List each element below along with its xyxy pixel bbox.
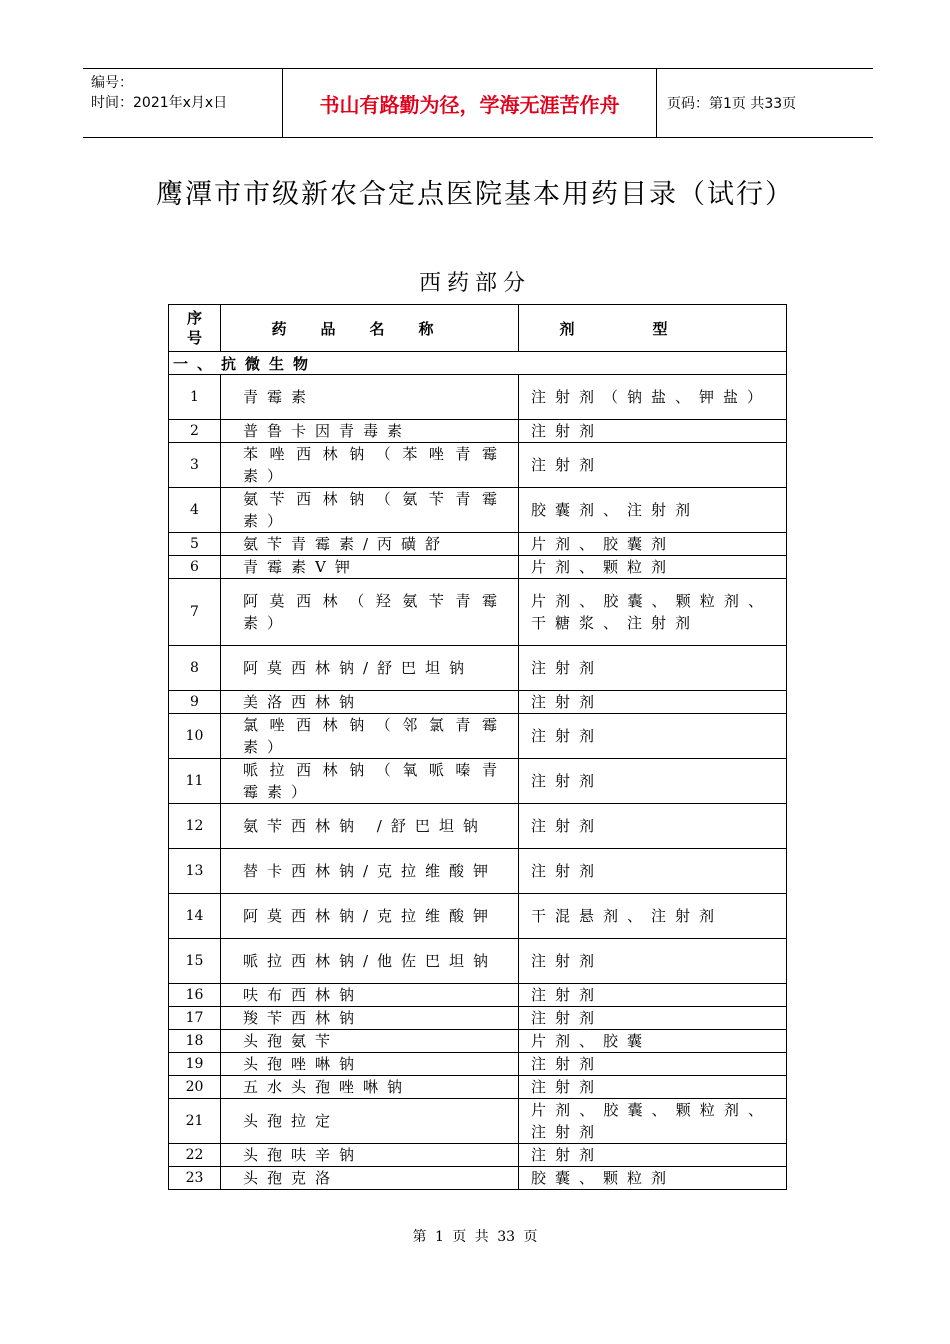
drug-table [168,304,787,1190]
row-number: 14 [169,894,221,939]
table-row [169,759,787,804]
dosage-form: 注射剂（钠盐、钾盐） [519,375,787,420]
drug-name: 普鲁卡因青毒素 [221,420,519,443]
drug-name: 头孢氨苄 [221,1030,519,1053]
drug-name: 美洛西林钠 [221,691,519,714]
drug-name: 青霉素 [221,375,519,420]
row-number: 23 [169,1167,221,1190]
table-row [169,939,787,984]
table-row [169,1099,787,1144]
row-number: 17 [169,1007,221,1030]
table-row [169,646,787,691]
row-number: 16 [169,984,221,1007]
dosage-form: 注射剂 [519,420,787,443]
drug-name: 氯唑西林钠（邻氯青霉素） [221,714,519,759]
header-meta [83,69,283,137]
drug-name: 羧苄西林钠 [221,1007,519,1030]
dosage-form: 片剂、胶囊、颗粒剂、干糖浆、注射剂 [519,579,787,646]
dosage-form: 片剂、胶囊、颗粒剂、注射剂 [519,1099,787,1144]
dosage-form: 注射剂 [519,1053,787,1076]
table-row [169,984,787,1007]
table-row [169,556,787,579]
dosage-form: 注射剂 [519,849,787,894]
row-number: 4 [169,488,221,533]
row-number: 20 [169,1076,221,1099]
table-row [169,691,787,714]
dosage-form: 注射剂 [519,714,787,759]
drug-name: 氨苄西林钠（氨苄青霉素） [221,488,519,533]
drug-name: 氨苄西林钠 /舒巴坦钠 [221,804,519,849]
row-number: 12 [169,804,221,849]
drug-name: 阿莫西林钠/克拉维酸钾 [221,894,519,939]
dosage-form: 注射剂 [519,443,787,488]
dosage-form: 注射剂 [519,1144,787,1167]
row-number: 19 [169,1053,221,1076]
drug-name: 替卡西林钠/克拉维酸钾 [221,849,519,894]
row-number: 15 [169,939,221,984]
drug-name: 哌拉西林钠（氧哌嗪青霉素） [221,759,519,804]
drug-name: 阿莫西林钠/舒巴坦钠 [221,646,519,691]
row-number: 8 [169,646,221,691]
dosage-form: 干混悬剂、注射剂 [519,894,787,939]
header-number: 序号 [169,305,221,352]
drug-name: 五水头孢唑啉钠 [221,1076,519,1099]
document-date: 时间：2021年x月x日 [91,95,228,111]
row-number: 21 [169,1099,221,1144]
drug-name: 头孢克洛 [221,1167,519,1190]
table-row [169,443,787,488]
drug-name: 哌拉西林钠/他佐巴坦钠 [221,939,519,984]
table-row [169,1007,787,1030]
drug-name: 头孢呋辛钠 [221,1144,519,1167]
row-number: 9 [169,691,221,714]
drug-name: 青霉素V钾 [221,556,519,579]
dosage-form: 胶囊剂、注射剂 [519,488,787,533]
section-subtitle: 西药部分 [418,271,531,296]
table-row [169,1053,787,1076]
table-row [169,375,787,420]
dosage-form: 片剂、胶囊剂 [519,533,787,556]
drug-name: 头孢拉定 [221,1099,519,1144]
dosage-form: 注射剂 [519,1076,787,1099]
dosage-form: 胶囊、颗粒剂 [519,1167,787,1190]
drug-name: 呋布西林钠 [221,984,519,1007]
table-row [169,849,787,894]
page-header [83,68,873,138]
table-row [169,488,787,533]
table-row [169,579,787,646]
header-motto: 书山有路勤为径，学海无涯苦作舟 [283,69,657,137]
table-row [169,1167,787,1190]
drug-name: 头孢唑啉钠 [221,1053,519,1076]
row-number: 11 [169,759,221,804]
header-drug-name: 药品名称 [221,305,519,352]
table-row [169,894,787,939]
dosage-form: 注射剂 [519,939,787,984]
table-row [169,1030,787,1053]
dosage-form: 片剂、胶囊 [519,1030,787,1053]
table-row [169,714,787,759]
table-row [169,1076,787,1099]
drug-name: 苯唑西林钠（苯唑青霉素） [221,443,519,488]
drug-name: 阿莫西林（羟氨苄青霉素） [221,579,519,646]
dosage-form: 注射剂 [519,1007,787,1030]
row-number: 10 [169,714,221,759]
dosage-form: 片剂、颗粒剂 [519,556,787,579]
row-number: 5 [169,533,221,556]
row-number: 18 [169,1030,221,1053]
table-row [169,420,787,443]
row-number: 6 [169,556,221,579]
row-number: 7 [169,579,221,646]
document-number: 编号： [91,75,133,91]
dosage-form: 注射剂 [519,759,787,804]
table-row [169,1144,787,1167]
row-number: 2 [169,420,221,443]
section-row: 一、抗微生物 [169,352,787,375]
page-footer: 第 1 页 共 33 页 [412,1229,538,1245]
table-row [169,804,787,849]
header-page-number: 页码：第1页 共33页 [667,96,797,112]
dosage-form: 注射剂 [519,691,787,714]
dosage-form: 注射剂 [519,804,787,849]
table-row [169,533,787,556]
drug-name: 氨苄青霉素/丙磺舒 [221,533,519,556]
page-title: 鹰潭市市级新农合定点医院基本用药目录（试行） [156,179,794,210]
row-number: 22 [169,1144,221,1167]
header-dosage-form: 剂型 [519,305,787,352]
dosage-form: 注射剂 [519,984,787,1007]
dosage-form: 注射剂 [519,646,787,691]
row-number: 13 [169,849,221,894]
row-number: 1 [169,375,221,420]
row-number: 3 [169,443,221,488]
